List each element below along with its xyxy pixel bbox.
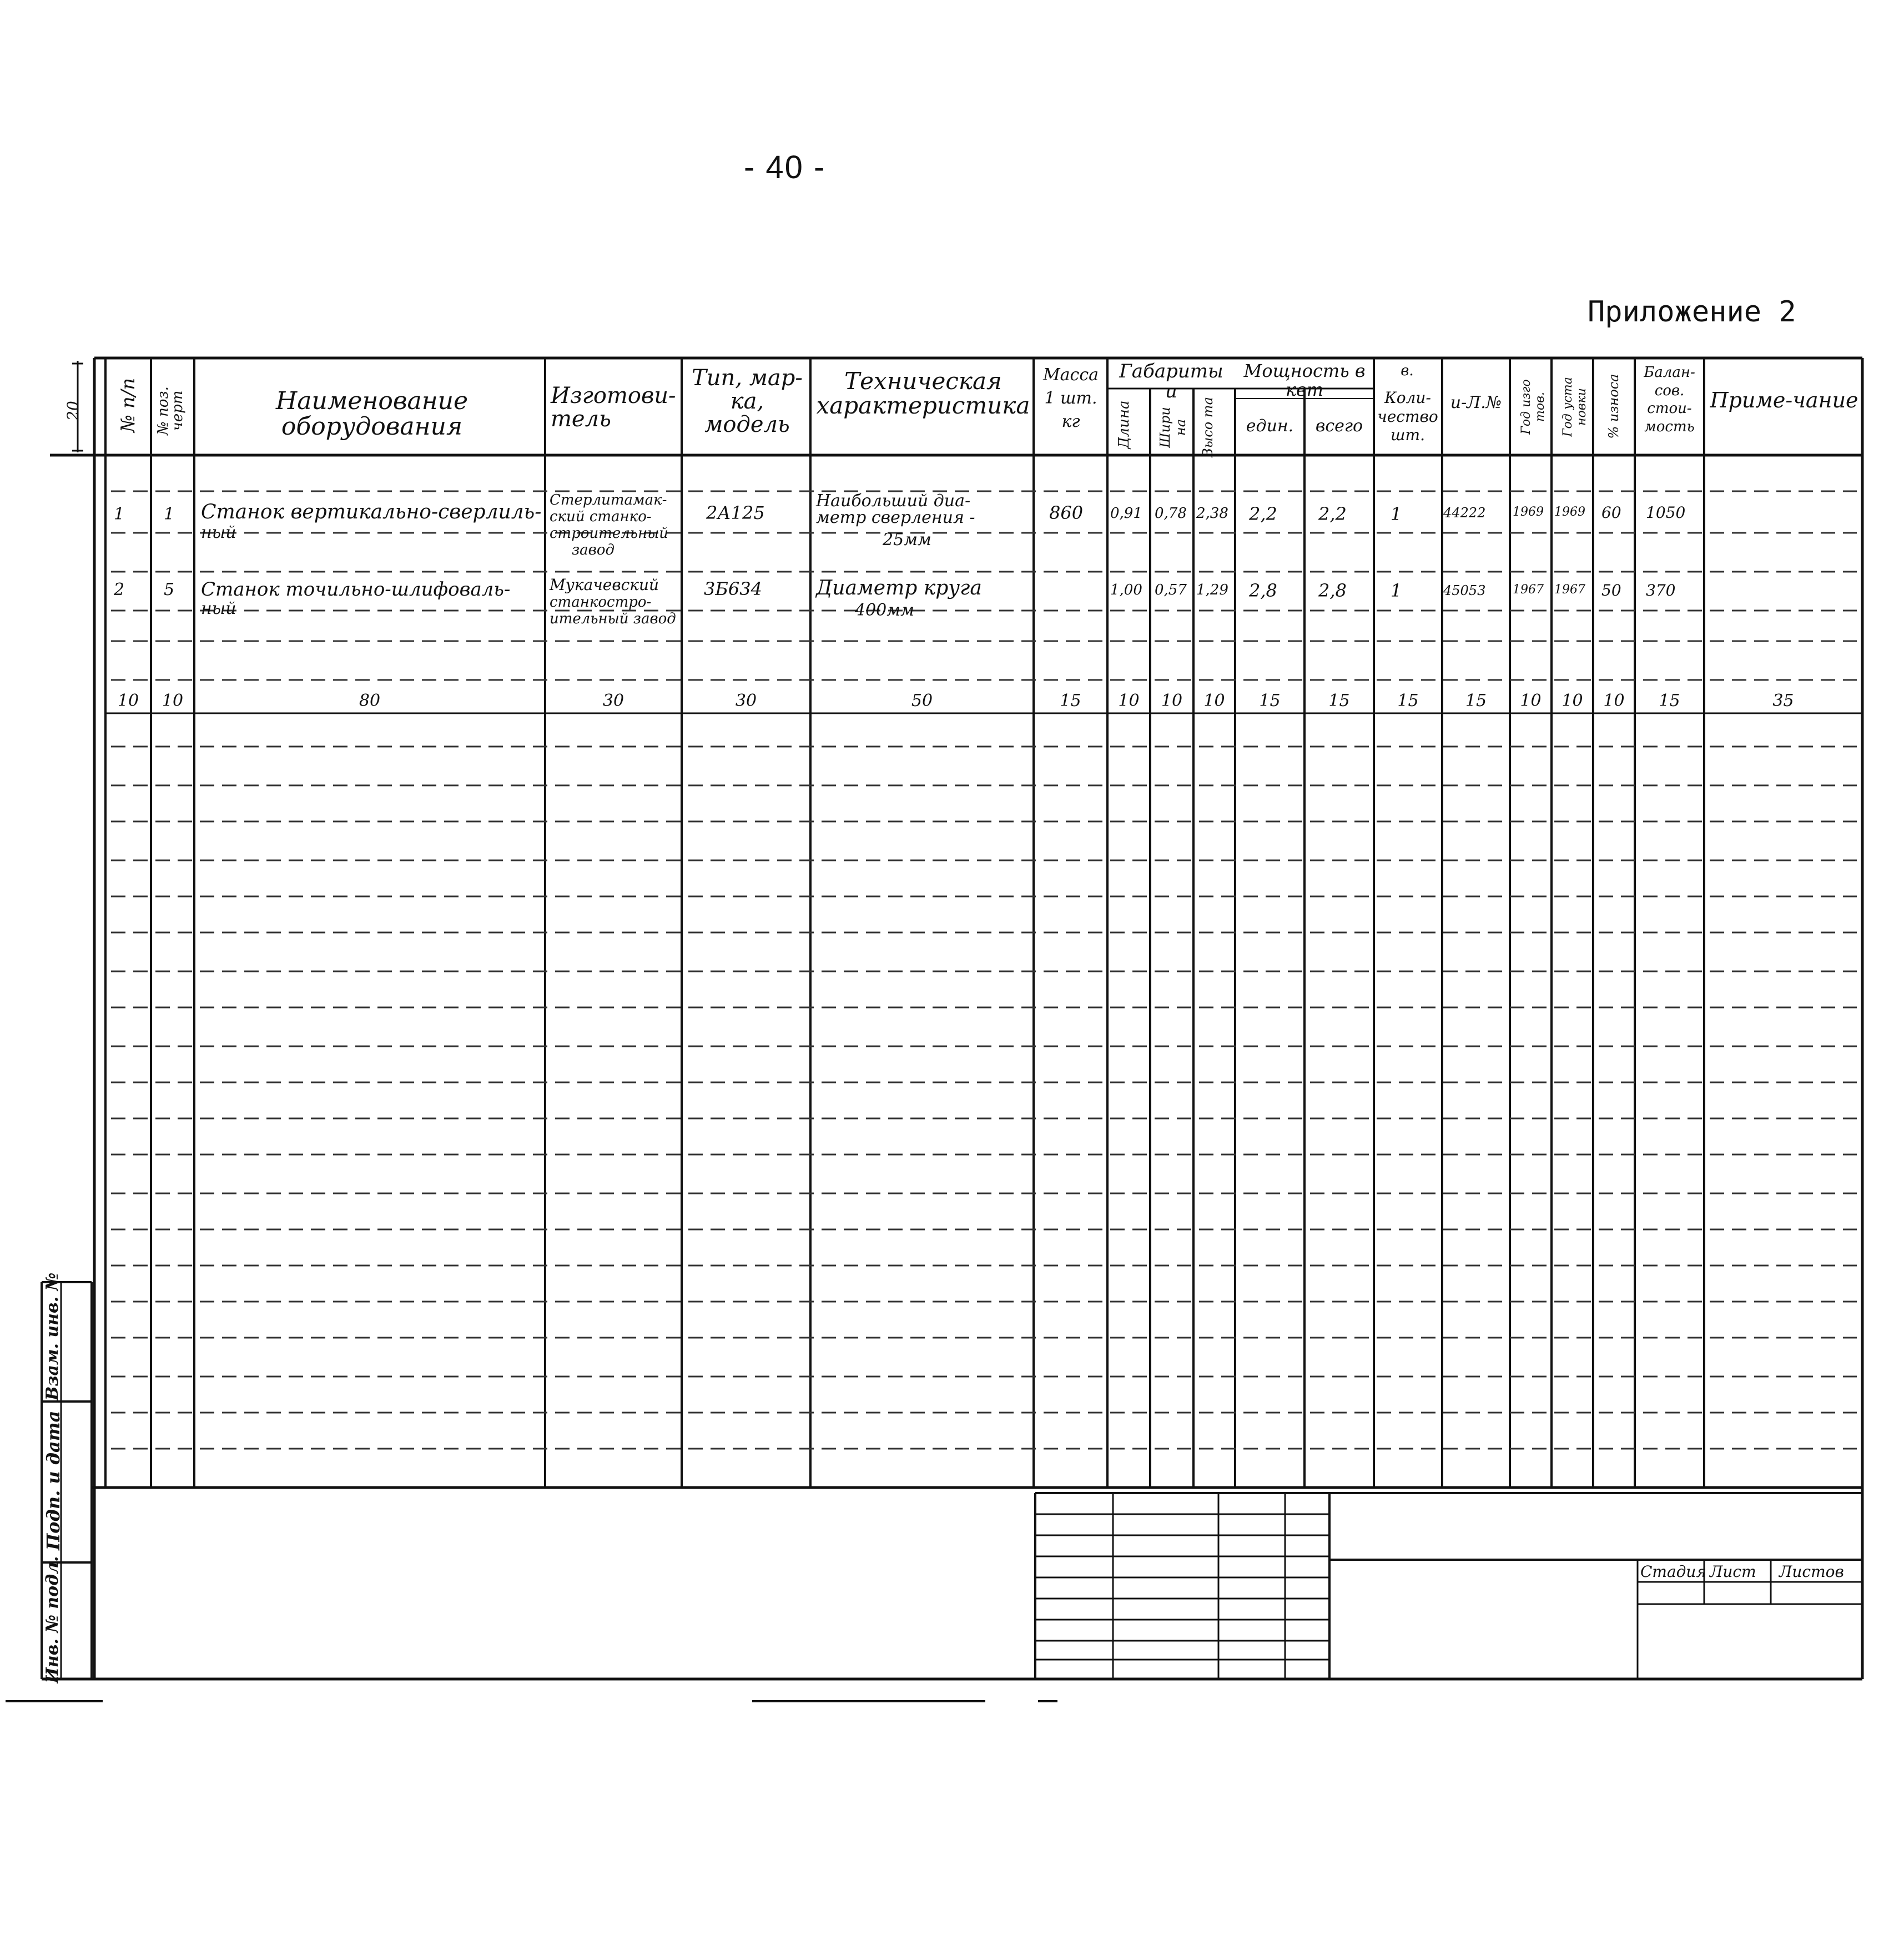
header-tech: Техническая характеристика [816,367,1030,420]
row1-model: 2А125 [706,502,765,523]
row1-year-made: 1969 [1513,505,1544,519]
appendix-label: Приложение 2 [1588,295,1796,329]
width-name: 80 [359,691,381,710]
row1-name-line2: ный [201,523,236,542]
header-inv: и-Л.№ [1450,393,1502,412]
row1-tech-line3: 25мм [883,530,931,549]
header-name: Наименование оборудования [275,387,469,441]
row2-maker-line2: станкостро- [550,594,652,611]
header-pos: № поз. черт [155,386,186,435]
row1-tech-line1: Наибольший диа- [816,491,971,511]
header-model: Тип, мар-ка, модель [692,365,803,437]
row2-height: 1,29 [1196,582,1228,598]
row2-balance: 370 [1646,581,1676,599]
row1-qty: 1 [1391,503,1402,525]
row2-name-line2: ный [201,599,236,618]
width-height: 10 [1203,691,1225,710]
header-num: № п/п [117,377,139,433]
row2-name-line1: Станок точильно-шлифоваль- [201,578,511,601]
width-inv: 15 [1465,691,1487,710]
row2-year-made: 1967 [1513,583,1544,597]
title-sheet: Лист [1710,1562,1756,1581]
header-note: Приме-чание [1710,388,1858,412]
title-sheets: Листов [1779,1562,1844,1581]
row2-maker-line3: ительный завод [550,611,676,627]
width-balance: 15 [1659,691,1680,710]
stamp-inv-replace: Взам. инв. № [43,1272,62,1400]
width-wear: 10 [1603,691,1625,710]
row1-unit: 2,2 [1249,503,1277,525]
width-pos: 10 [162,691,184,710]
width-mass: 15 [1060,691,1081,710]
row2-maker-line1: Мукачевский [550,576,659,594]
row2-tech-line2: 400мм [855,601,915,620]
width-qty: 15 [1397,691,1419,710]
row2-model: 3Б634 [704,578,762,599]
row1-maker-line2: ский станко- [550,508,652,525]
header-year-installed: Год уста новки [1561,377,1589,437]
header-year-made: Год изго тов. [1519,379,1547,435]
row1-length: 0,91 [1110,505,1142,522]
row1-width: 0,78 [1155,505,1187,522]
row2-unit: 2,8 [1249,580,1277,601]
header-power-group: Мощность в квт [1243,360,1366,400]
row2-inv: 45053 [1443,583,1486,598]
width-total: 15 [1328,691,1350,710]
row1-inv: 44222 [1443,505,1486,521]
header-height: Высо та [1200,397,1216,458]
row1-maker-line1: Стерлитамак- [550,492,667,508]
row1-tech-line2: метр сверления - [816,508,975,527]
width-year-installed: 10 [1562,691,1583,710]
width-unit: 15 [1259,691,1281,710]
header-wear: % износа [1606,374,1621,439]
width-tech: 50 [911,691,933,710]
header-total: всего [1315,416,1363,436]
width-width: 10 [1161,691,1183,710]
row2-total: 2,8 [1318,580,1347,601]
row2-num: 2 [114,580,125,599]
row2-wear: 50 [1601,581,1621,599]
row2-pos: 5 [164,580,175,599]
row2-width: 0,57 [1155,582,1187,598]
row1-pos: 1 [164,505,175,524]
header-width: Шири на [1157,407,1188,448]
row2-length: 1,00 [1110,582,1142,598]
width-length: 10 [1118,691,1140,710]
header-length: Длина [1116,400,1132,449]
width-model: 30 [735,691,757,710]
stamp-inv-orig: Инв. № подл. [43,1556,62,1683]
row1-maker-line4: завод [572,542,614,558]
row1-total: 2,2 [1318,503,1347,525]
row1-wear: 60 [1601,503,1621,522]
row2-tech-line1: Диаметр круга [816,577,982,599]
header-balance: Балан-сов. стои-мость [1644,364,1695,435]
width-year-made: 10 [1520,691,1542,710]
row1-height: 2,38 [1196,505,1228,522]
header-maker: Изготови-тель [551,383,676,432]
row1-year-installed: 1969 [1554,505,1585,519]
header-mass: Масса 1 шт. кг [1042,365,1099,431]
page-number: - 40 - [744,149,826,185]
row1-name-line1: Станок вертикально-сверлиль- [201,501,542,523]
row2-qty: 1 [1391,580,1402,601]
stamp-sign-date: Подп. и дата [43,1410,64,1550]
row1-balance: 1050 [1646,503,1686,522]
header-b-mark: в. [1401,362,1414,379]
header-qty: Коли-чество шт. [1377,389,1438,445]
row1-num: 1 [114,505,125,524]
title-stage: Стадия [1640,1562,1706,1581]
row1-mass: 860 [1049,502,1084,523]
width-maker: 30 [602,691,624,710]
row1-maker-line3: строительный [550,525,669,542]
header-dims-group: Габариты и [1119,360,1223,402]
width-note: 35 [1772,691,1794,710]
header-unit: един. [1246,416,1294,436]
row2-year-installed: 1967 [1554,583,1585,597]
width-num: 10 [117,691,139,710]
side-dimension-label: 20 [64,401,82,421]
